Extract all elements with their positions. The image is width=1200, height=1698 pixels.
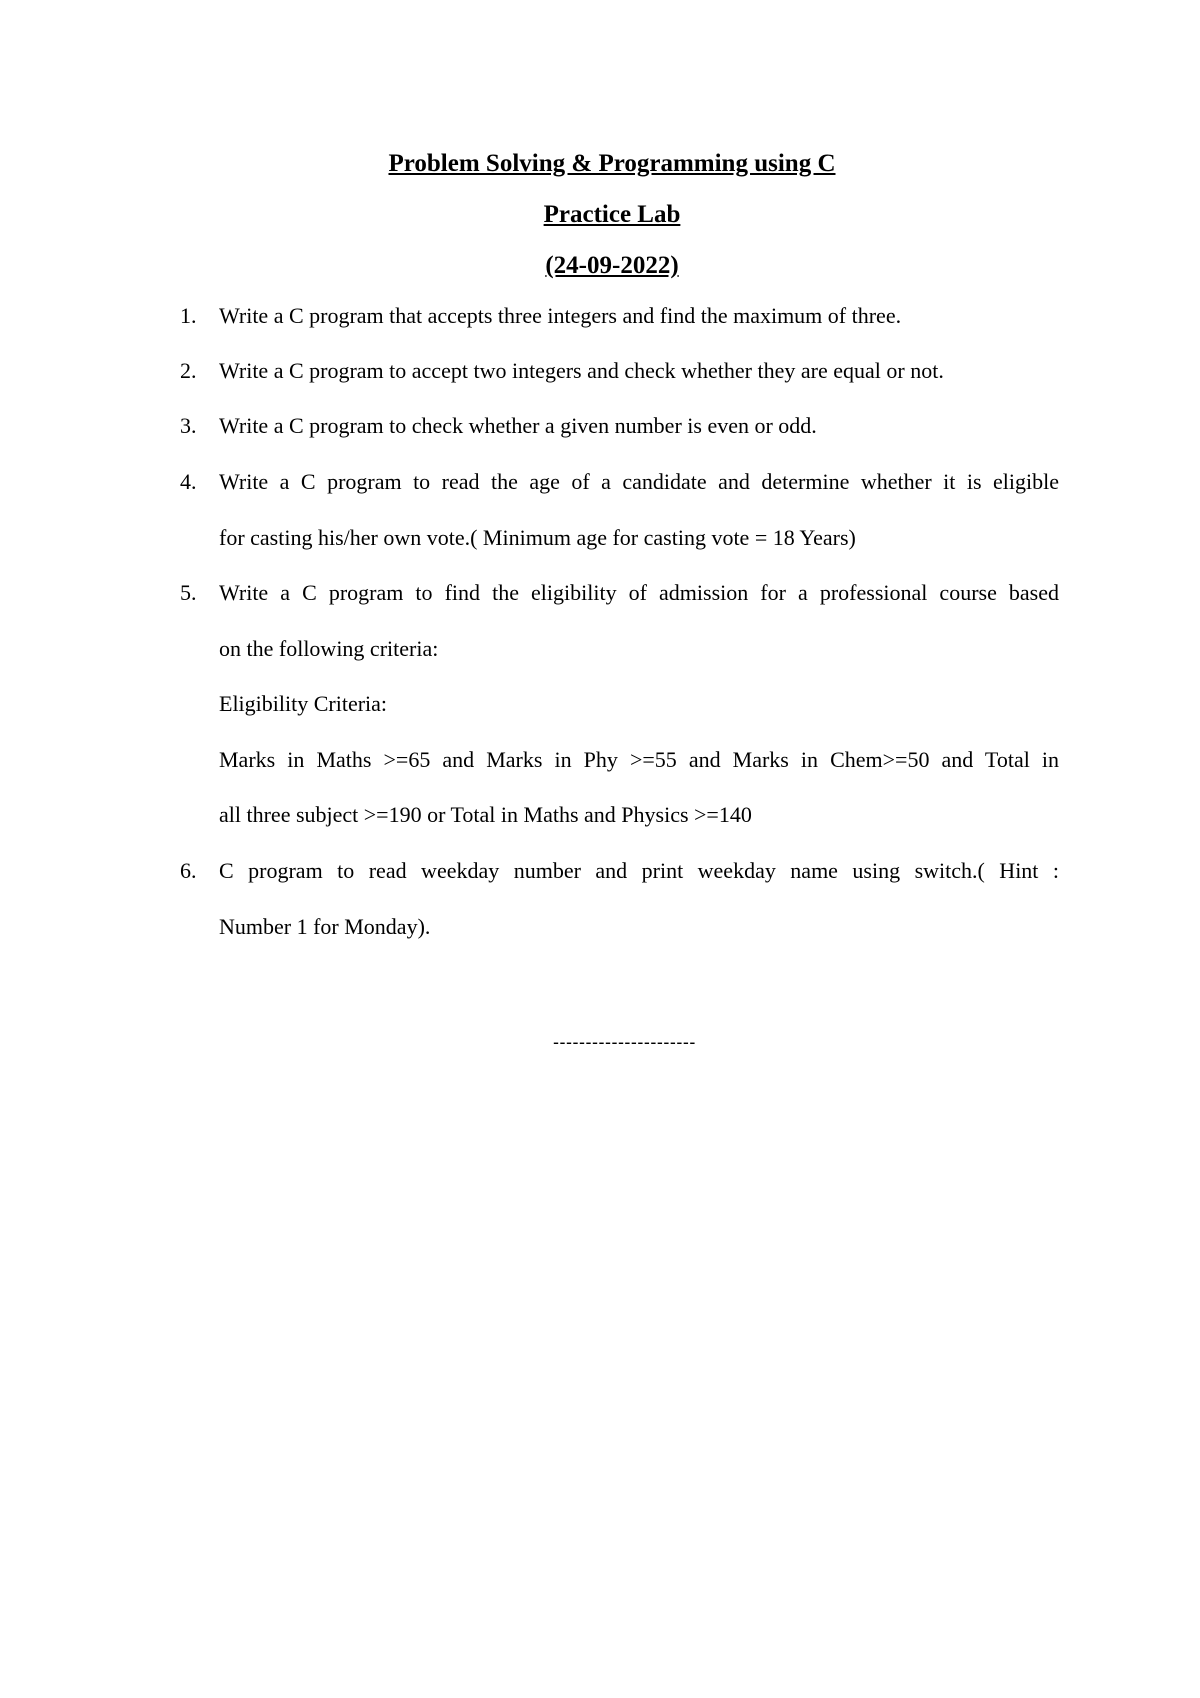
list-item-text: C program to read weekday number and print weekday name using switch.( Hint : bbox=[219, 858, 1059, 883]
list-item-text: Write a C program to find the eligibility of admission for a professional course based bbox=[219, 580, 1059, 605]
document-title: Problem Solving & Programming using C bbox=[388, 150, 836, 177]
list-item-text: Write a C program that accepts three integers and find the maximum of three. bbox=[219, 303, 902, 328]
list-item-text: on the following criteria: bbox=[219, 636, 439, 661]
end-separator: ---------------------- bbox=[553, 1032, 696, 1052]
list-item-text: for casting his/her own vote.( Minimum age for casting vote = 18 Years) bbox=[219, 525, 856, 550]
list-item-number: 1. bbox=[180, 303, 197, 328]
list-item-number: 2. bbox=[180, 358, 197, 383]
list-item-text: Write a C program to check whether a given number is even or odd. bbox=[219, 413, 817, 438]
list-item-number: 3. bbox=[180, 413, 197, 438]
list-item-text: Write a C program to accept two integers and check whether they are equal or not. bbox=[219, 358, 944, 383]
document-date: (24-09-2022) bbox=[545, 252, 679, 279]
list-item-text: all three subject >=190 or Total in Maths and Physics >=140 bbox=[219, 802, 752, 827]
list-item-number: 4. bbox=[180, 469, 197, 494]
list-item-number: 5. bbox=[180, 580, 197, 605]
document-subtitle: Practice Lab bbox=[543, 201, 681, 228]
list-item-number: 6. bbox=[180, 858, 197, 883]
list-item-text: Write a C program to read the age of a candidate and determine whether it is eligible bbox=[219, 469, 1059, 494]
criteria-heading: Eligibility Criteria: bbox=[219, 691, 388, 716]
list-item-text: Marks in Maths >=65 and Marks in Phy >=55 and Marks in Chem>=50 and Total in bbox=[219, 747, 1059, 772]
list-item-text: Number 1 for Monday). bbox=[219, 914, 431, 939]
